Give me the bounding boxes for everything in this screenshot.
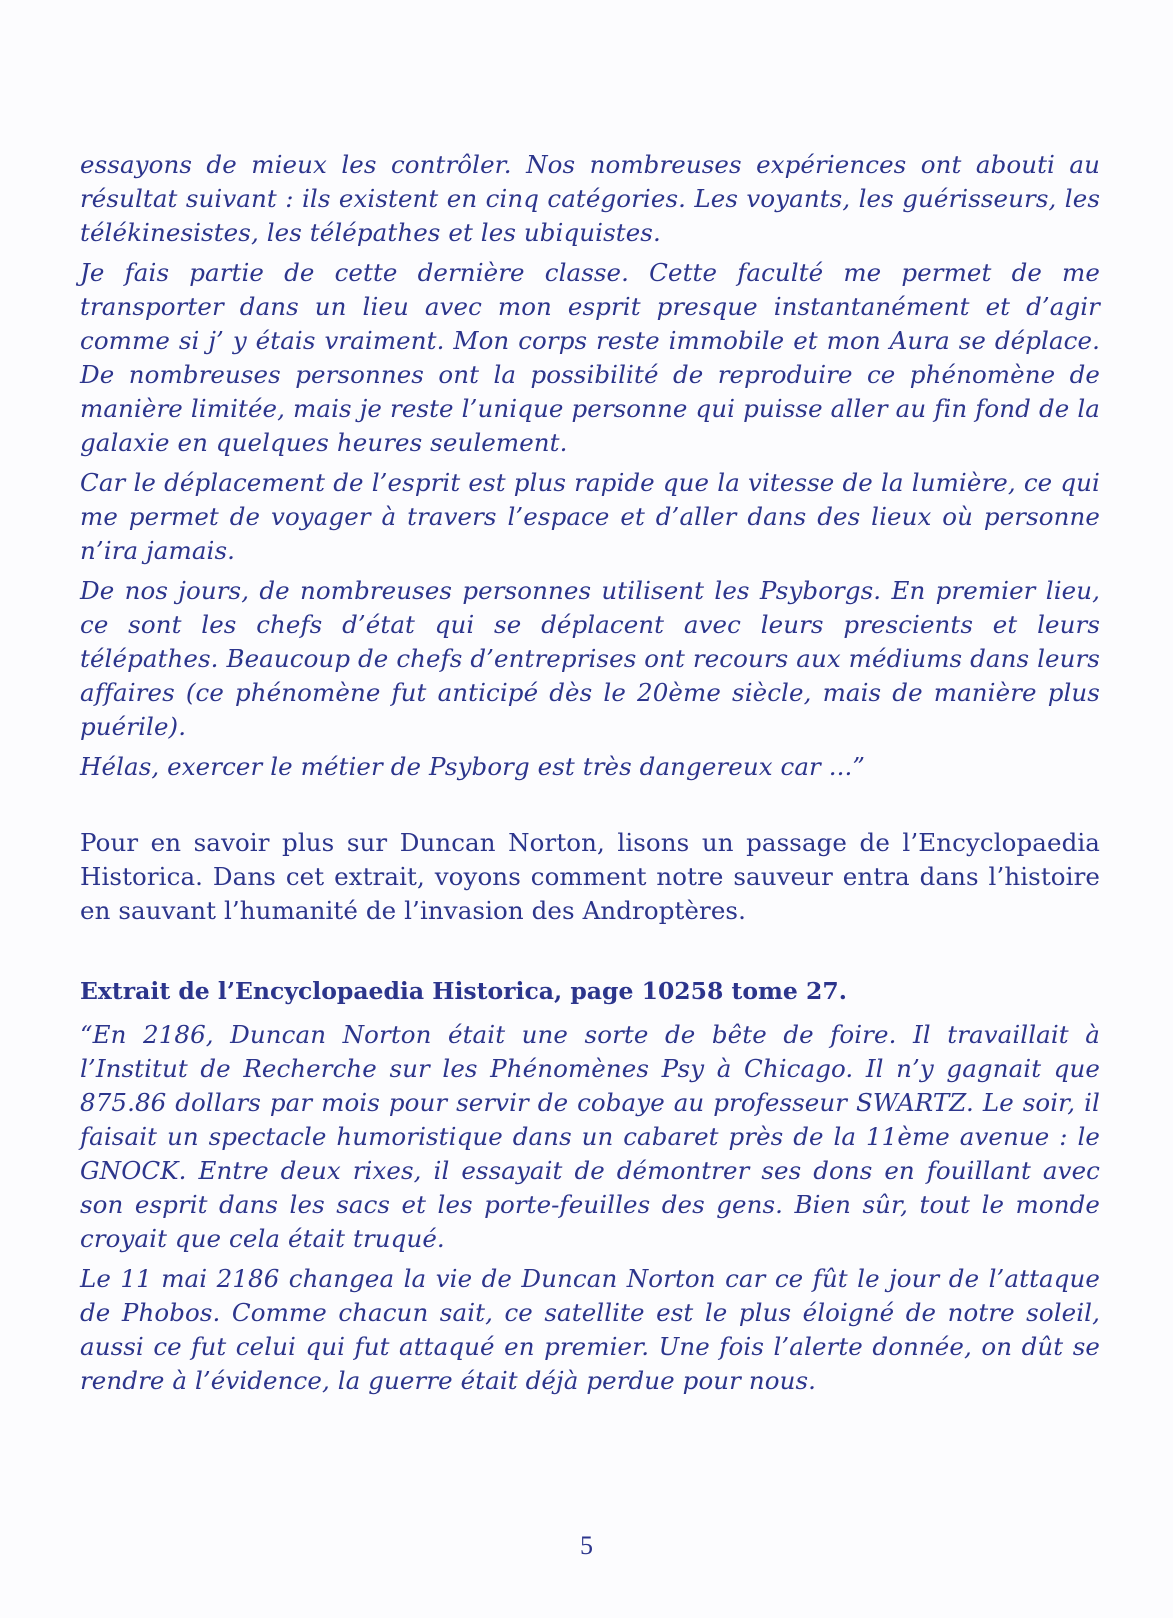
paragraph-danger: Hélas, exercer le métier de Psyborg est très dangereux car ...” xyxy=(80,752,866,781)
page-content xyxy=(80,148,1100,1404)
paragraph-psyborgs-usage: De nos jours, de nombreuses personnes utilisent les Psyborgs. En premier lieu, ce sont les chefs d’état qui se déplacent avec leurs prescients et leurs télépathes. Beaucoup de chefs d’entreprises ont recours aux médiums dans leurs affaires (ce phénomène fut anticipé dès le 20ème siècle, mais de manière plus puérile). xyxy=(80,576,1100,741)
paragraph-phobos-attack: Le 11 mai 2186 changea la vie de Duncan Norton car ce fût le jour de l’attaque de Phobos. Comme chacun sait, ce satellite est le plus éloigné de notre soleil, aussi ce fut celui qui fut attaqué en premier. Une fois l’alerte donnée, on dût se rendre à l’évidence, la guerre était déjà perdue pour nous. xyxy=(80,1264,1100,1395)
paragraph-speed-of-mind: Car le déplacement de l’esprit est plus rapide que la vitesse de la lumière, ce qui me permet de voyager à travers l’espace et d’aller dans des lieux où personne n’ira jamais. xyxy=(80,468,1100,565)
excerpt-heading: Extrait de l’Encyclopaedia Historica, page 10258 tome 27. xyxy=(80,977,847,1005)
paragraph-categories: essayons de mieux les contrôler. Nos nombreuses expériences ont abouti au résultat suivant : ils existent en cinq catégories. Les voyants, les guérisseurs, les télékinesistes, les télépathes et les ubiquistes. xyxy=(80,150,1100,247)
paragraph-intro: Pour en savoir plus sur Duncan Norton, lisons un passage de l’Encyclopaedia Historica. Dans cet extrait, voyons comment notre sauveur entra dans l’histoire en sauvant l’humanité de l’invasion des Androptères. xyxy=(80,828,1100,925)
page-number: 5 xyxy=(580,1531,593,1560)
paragraph-ubiquist: Je fais partie de cette dernière classe. Cette faculté me permet de me transporter dans un lieu avec mon esprit presque instantanément et d’agir comme si j’ y étais vraiment. Mon corps reste immobile et mon Aura se déplace. De nombreuses personnes ont la possibilité de reproduire ce phénomène de manière limitée, mais je reste l’unique personne qui puisse aller au fin fond de la galaxie en quelques heures seulement. xyxy=(80,258,1100,457)
paragraph-duncan-2186: “En 2186, Duncan Norton était une sorte de bête de foire. Il travaillait à l’Institut de Recherche sur les Phénomènes Psy à Chicago. Il n’y gagnait que 875.86 dollars par mois pour servir de cobaye au professeur SWARTZ. Le soir, il faisait un spectacle humoristique dans un cabaret près de la 11ème avenue : le GNOCK. Entre deux rixes, il essayait de démontrer ses dons en fouillant avec son esprit dans les sacs et les porte-feuilles des gens. Bien sûr, tout le monde croyait que cela était truqué. xyxy=(80,1020,1100,1253)
